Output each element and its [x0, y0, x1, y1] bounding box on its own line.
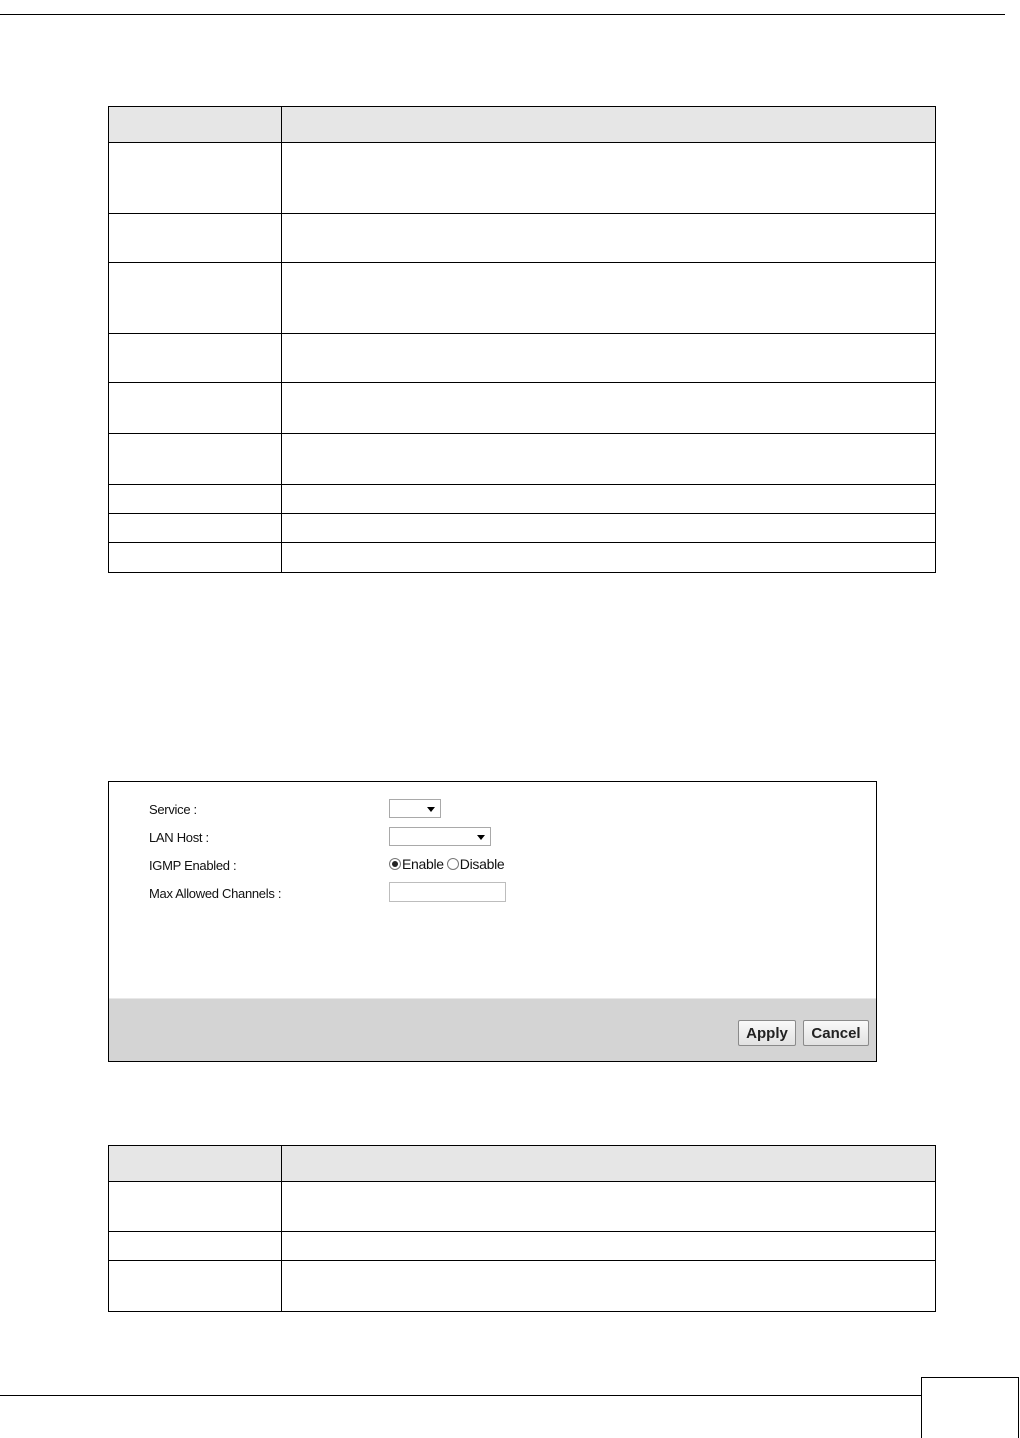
table-row: [109, 485, 936, 514]
table-header-cell: [109, 107, 282, 143]
table-header-cell: [282, 1146, 936, 1182]
table-header-cell: [109, 1146, 282, 1182]
apply-button[interactable]: Apply: [738, 1020, 796, 1046]
chevron-down-icon: [427, 807, 435, 812]
table-row: [109, 383, 936, 434]
table-row: [109, 1182, 936, 1232]
table-row: [109, 334, 936, 383]
igmp-enable-radio[interactable]: [389, 858, 401, 870]
table-row: [109, 514, 936, 543]
table-row: [109, 263, 936, 334]
chevron-down-icon: [477, 835, 485, 840]
cancel-button[interactable]: Cancel: [803, 1020, 869, 1046]
igmp-radio-group: [389, 856, 504, 872]
igmp-enable-label: Enable: [402, 856, 444, 872]
table-row: [109, 1232, 936, 1261]
table-row: [109, 214, 936, 263]
igmp-settings-panel: [108, 781, 877, 1062]
table-row: [109, 434, 936, 485]
table-header-cell: [282, 107, 936, 143]
footer-rule: [0, 1395, 921, 1396]
igmp-disable-label: Disable: [459, 856, 505, 872]
lan-host-select[interactable]: [389, 827, 491, 846]
description-table-1: [108, 106, 936, 573]
service-select[interactable]: [389, 799, 441, 818]
max-channels-label: Max Allowed Channels :: [149, 886, 282, 901]
lan-host-label: LAN Host :: [149, 830, 209, 845]
button-bar: [109, 998, 876, 1062]
table-row: [109, 543, 936, 573]
table-row: [109, 1261, 936, 1312]
header-rule: [0, 14, 1005, 15]
igmp-disable-radio[interactable]: [447, 858, 459, 870]
description-table-2: [108, 1145, 936, 1312]
igmp-enabled-label: IGMP Enabled :: [149, 858, 237, 873]
table-row: [109, 143, 936, 214]
page-number-box: [921, 1377, 1019, 1438]
service-label: Service :: [149, 802, 197, 817]
max-channels-input[interactable]: [389, 882, 506, 902]
